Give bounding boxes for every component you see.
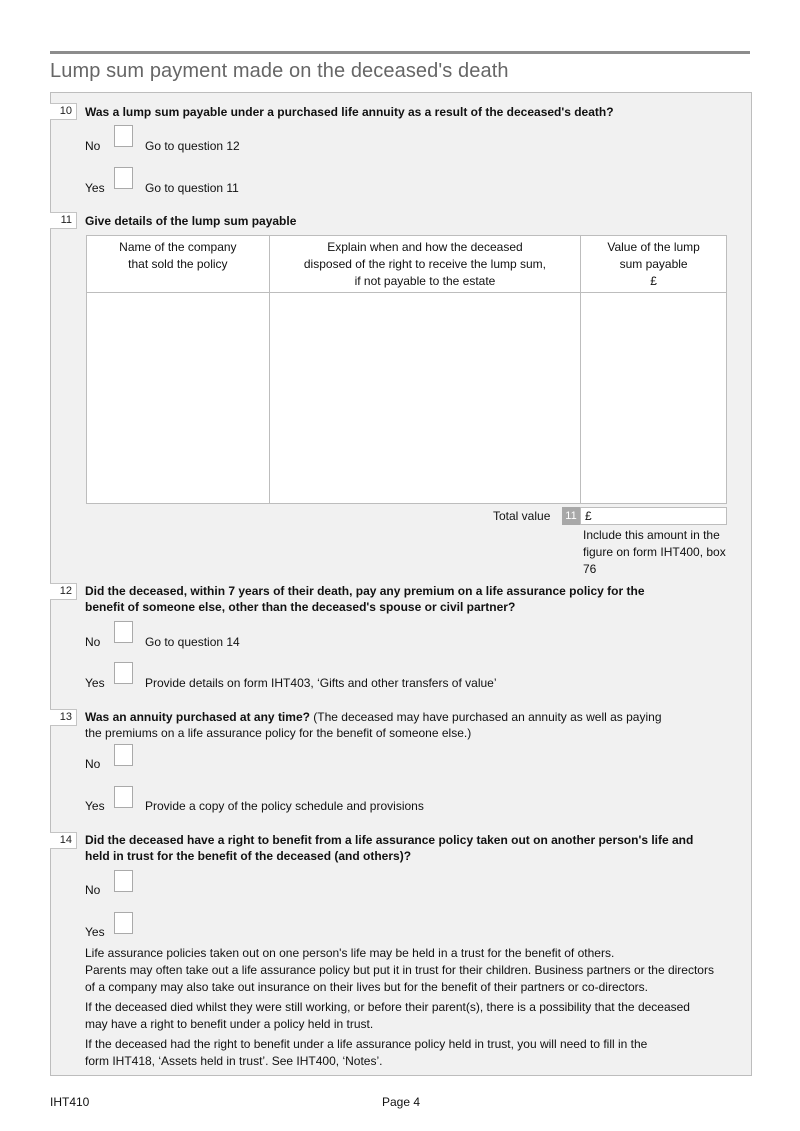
q14-note-4: If the deceased had the right to benefit under a life assurance policy held in trust, you will need to fill in the form IHT418, ‘Assets held in trust’. See IHT400, ‘Notes’. — [85, 1037, 648, 1068]
question-13-note-text: (The deceased may have purchased an annuity as well as paying the premiums on a life assurance policy for the benefit of someone else.) — [85, 710, 662, 740]
question-number: 10 — [50, 103, 77, 120]
q10-no-checkbox[interactable] — [114, 125, 133, 147]
q13-yes-checkbox[interactable] — [114, 786, 133, 808]
q10-yes-checkbox[interactable] — [114, 167, 133, 189]
q12-no-label: No — [85, 635, 101, 649]
q14-yes-checkbox[interactable] — [114, 912, 133, 934]
q12-no-checkbox[interactable] — [114, 621, 133, 643]
column-header-company: Name of the company that sold the policy — [87, 236, 270, 293]
q12-no-note: Go to question 14 — [145, 635, 240, 649]
q14-no-label: No — [85, 883, 101, 897]
q13-no-checkbox[interactable] — [114, 744, 133, 766]
question-12-text: Did the deceased, within 7 years of their death, pay any premium on a life assurance policy for the benefit of someone else, other than the deceased's spouse or civil partner? — [85, 584, 645, 614]
q10-no-note: Go to question 12 — [145, 139, 240, 153]
q13-yes-note: Provide a copy of the policy schedule and provisions — [145, 799, 424, 813]
lump-sum-details-table — [86, 235, 727, 504]
column-header-explanation: Explain when and how the deceased disposed of the right to receive the lump sum, if not payable to the estate — [269, 236, 580, 293]
q12-yes-checkbox[interactable] — [114, 662, 133, 684]
q14-yes-label: Yes — [85, 925, 105, 939]
currency-symbol: £ — [585, 509, 592, 523]
explanation-cell[interactable] — [269, 293, 580, 504]
q14-note-2: Parents may often take out a life assurance policy but put it in trust for their children. Business partners or the directors of a company may also take out insurance on their lives but for the benefit of their partners or co-directors. — [85, 963, 714, 994]
total-box-number: 11 — [562, 507, 580, 525]
question-13-bold-text: Was an annuity purchased at any time? — [85, 710, 310, 724]
column-header-value: Value of the lump sum payable £ — [581, 236, 727, 293]
question-10-text: Was a lump sum payable under a purchased life annuity as a result of the deceased's death? — [85, 105, 614, 119]
total-value-input[interactable] — [580, 507, 727, 525]
value-cell[interactable] — [581, 293, 727, 504]
footer-form-code: IHT410 — [50, 1095, 90, 1109]
footer-page-number: Page 4 — [382, 1095, 421, 1109]
q12-yes-note: Provide details on form IHT403, ‘Gifts and other transfers of value’ — [145, 676, 497, 690]
question-number: 11 — [50, 212, 77, 229]
question-13-text — [85, 709, 675, 741]
q10-yes-note: Go to question 11 — [145, 181, 239, 195]
q12-yes-label: Yes — [85, 676, 105, 690]
section-title: Lump sum payment made on the deceased's death — [50, 60, 509, 82]
question-number: 13 — [50, 709, 77, 726]
q14-note-3: If the deceased died whilst they were still working, or before their parent(s), there is a possibility that the deceased may have a right to benefit under a policy held in trust. — [85, 1000, 690, 1031]
total-value-label: Total value — [493, 509, 551, 523]
question-11-text: Give details of the lump sum payable — [85, 214, 297, 228]
company-name-cell[interactable] — [87, 293, 270, 504]
q14-note-1: Life assurance policies taken out on one person's life may be held in a trust for the benefit of others. — [85, 946, 615, 960]
q14-no-checkbox[interactable] — [114, 870, 133, 892]
top-rule — [50, 51, 750, 54]
q10-yes-label: Yes — [85, 181, 105, 195]
q13-no-label: No — [85, 757, 101, 771]
question-number: 12 — [50, 583, 77, 600]
question-number: 14 — [50, 832, 77, 849]
question-14-text: Did the deceased have a right to benefit from a life assurance policy taken out on another person's life and held in trust for the benefit of the deceased (and others)? — [85, 833, 694, 863]
total-value-note: Include this amount in the figure on form IHT400, box 76 — [583, 528, 726, 576]
q10-no-label: No — [85, 139, 101, 153]
q13-yes-label: Yes — [85, 799, 105, 813]
